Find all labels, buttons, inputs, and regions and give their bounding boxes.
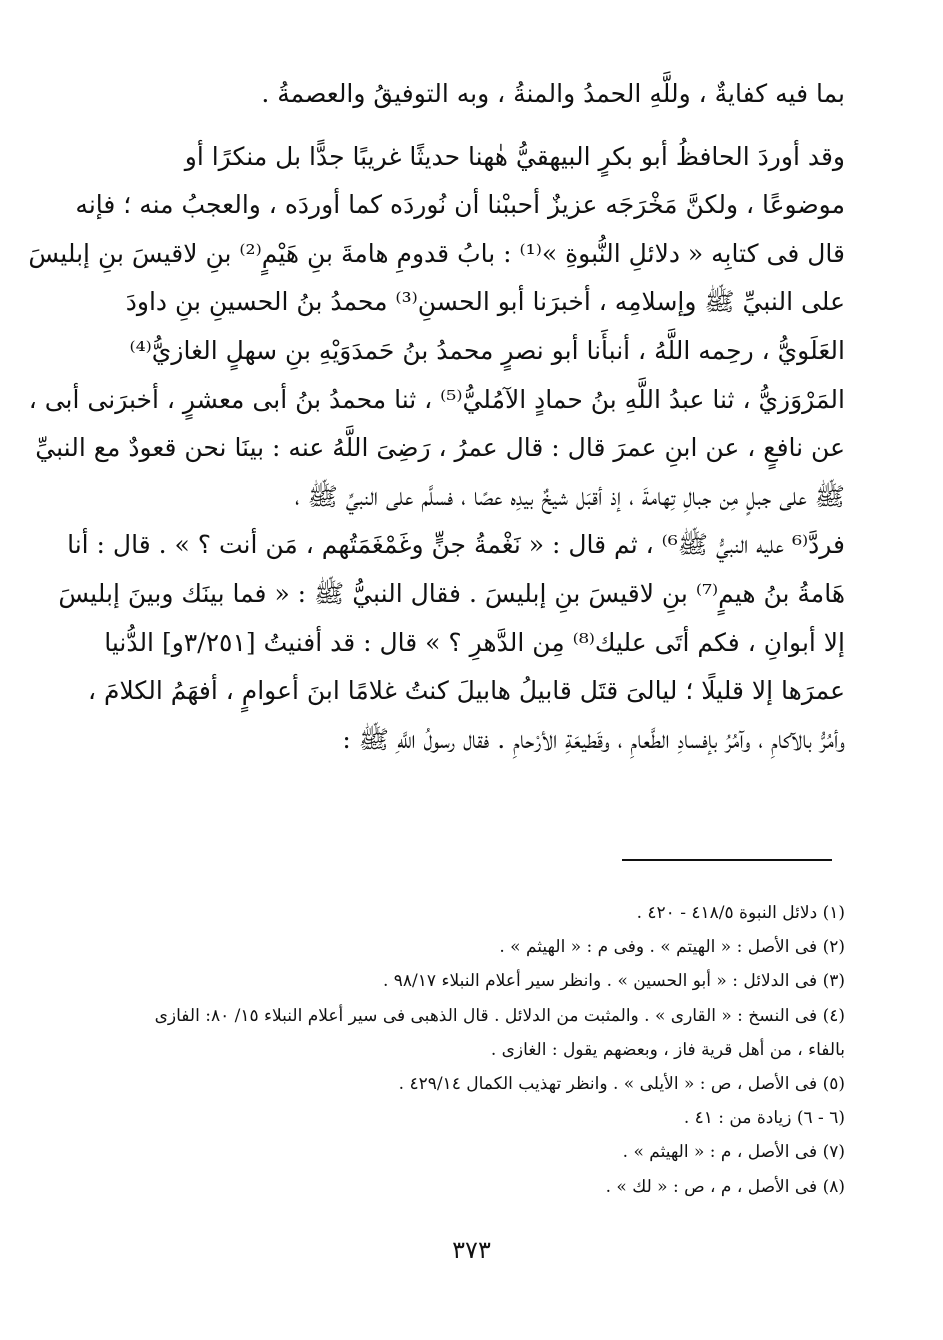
text-line: بما فيه كفايةٌ ، وللَّهِ الحمدُ والمنةُ ، وبه التوفيقُ والعصمةُ . [261, 79, 845, 108]
text-line: على النبيِّ ﷺ وإسلامِه ، أخبرَنا أبو الحسنِ⁽³⁾ محمدُ بنُ الحسينِ بنِ داودَ [125, 287, 845, 317]
text-line: فردَّ⁽⁶ عليه النبيُّ ﷺ⁶⁾ ، ثم قال : « نَغْمةُ جنٍّ وغَمْغَمَتُهم ، مَن أنت ؟ » . قال : أنا [67, 530, 845, 560]
footnote: (١) دلائل النبوة ٤١٨/٥ - ٤٢٠ . [636, 903, 845, 923]
text-line: عن نافعٍ ، عن ابنِ عمرَ قال : قال عمرُ ، رَضِىَ اللَّهُ عنه : بينَا نحن قعودٌ مع النبيِّ [35, 433, 845, 463]
text-line: ﷺ على جبلٍ مِن جبالِ تِهامةَ ، إذ أقبَل شيخٌ بيدِه عصًا ، فسلَّم على النبيِّ ﷺ ، [294, 481, 845, 511]
text-line: وقد أوردَ الحافظُ أبو بكرٍ البيهقيُّ هٰهنا حديثًا غريبًا جدًّا بل منكرًا أو [184, 141, 845, 171]
footnote: (٣) فى الدلائل : « أبو الحسين » . وانظر سير أعلام النبلاء ٩٨/١٧ . [382, 971, 845, 992]
text-line: هَامةُ بنُ هيمٍ⁽⁷⁾ بنِ لاقيسَ بنِ إبليسَ . فقال النبيُّ ﷺ : « فما بينَك وبينَ إبليسَ [58, 578, 845, 608]
text-line: العَلَويُّ ، رحِمه اللَّهُ ، أنبأَنا أبو نصرٍ محمدُ بنُ حَمدَوَيْهِ بنِ سهلٍ الغازيُّ⁽⁴⁾ [129, 335, 845, 365]
text-line: موضوعًا ، ولكنَّ مَخْرَجَه عزيزٌ أحببْنا أن نُوردَه كما أوردَه ، والعجبُ منه ؛ فإنه [75, 190, 845, 220]
text-line: المَرْوَزيُّ ، ثنا عبدُ اللَّهِ بنُ حمادٍ الآمُليُّ⁽⁵⁾ ، ثنا محمدُ بنُ أبى معشرٍ ، أخبرَنى أبى ، [28, 384, 845, 414]
text-line: عمرَها إلا قليلًا ؛ ليالىَ قتَل قابيلُ هابيلَ كنتُ غلامًا ابنَ أعوامٍ ، أفهَمُ الكلامَ ، [88, 676, 845, 706]
footnote: (٦ - ٦) زيادة من : ٤١ . [683, 1108, 845, 1129]
footnote: (٥) فى الأصل ، ص : « الأيلى » . وانظر تهذيب الكمال ٤٢٩/١٤ . [398, 1074, 845, 1095]
text-line: قال فى كتابِه « دلائلِ النُّبوةِ »⁽¹⁾ : بابُ قدومِ هامةَ بنِ هَيْمٍ⁽²⁾ بنِ لاقيسَ بنِ إبليسَ [28, 238, 845, 268]
footnote: (٧) فى الأصل ، م : « الهيثم » . [622, 1142, 845, 1163]
footnote: (٨) فى الأصل ، م ، ص : « لك » . [605, 1176, 845, 1197]
footnote: (٤) فى النسخ : « القارى » . والمثبت من الدلائل . قال الذهبى فى سير أعلام النبلاء ١٥/ ٨٠: الفازى [154, 1005, 845, 1026]
footnote: (٢) فى الأصل : « الهيتم » . وفى م : « الهيثم » . [499, 937, 845, 958]
main-text [28, 70, 845, 764]
footnote-continuation: بالفاء ، من أهل قرية فاز ، وبعضهم يقول : الغازى . [490, 1039, 845, 1060]
page-number: ٣٧٣ [452, 1236, 491, 1264]
footnotes [112, 896, 845, 1204]
text-line: وأمُرُّ بالآكامِ ، وآمُرُ بإفسادِ الطَّعامِ ، وقَطيعَةِ الأرْحامِ . فقال رسولُ اللَّهِ ﷺ : [342, 724, 845, 754]
text-line: إلا أبوانِ ، فكم أتَى عليك⁽⁸⁾ مِن الدَّهرِ ؟ » قال : قد أفنيتُ [٣/٢٥١و] الدُّنيا [104, 627, 845, 657]
footnote-separator [622, 859, 832, 861]
paragraph-gap [118, 119, 845, 133]
